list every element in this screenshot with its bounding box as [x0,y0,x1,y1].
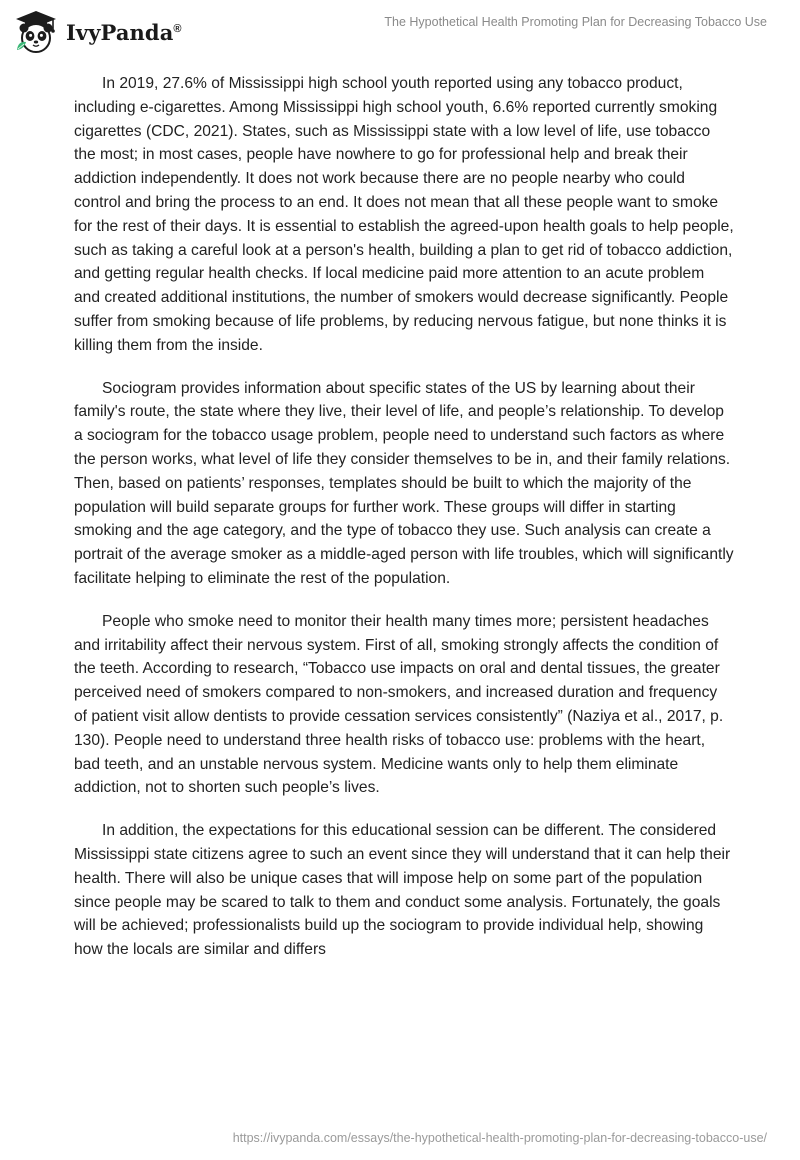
paragraph: People who smoke need to monitor their health many times more; persistent headaches and irritability affect their nervous system. First of all, smoking strongly affects the condition of the teeth. According to research, “Tobacco use impacts on oral and dental tissues, the greater perceived need of smokers compared to non-smokers, and increased duration and frequency of patient visit allow dentists to provide cessation services consistently” (Naziya et al., 2017, p. 130). People need to understand three health risks of tobacco use: problems with the heart, bad teeth, and an unstable nervous system. Medicine wants only to help them eliminate addiction, not to shorten such people’s lives. [74,612,724,797]
panda-graduate-icon [12,8,60,56]
source-url-link[interactable]: https://ivypanda.com/essays/the-hypothetical-health-promoting-plan-for-decreasing-tobacco-use/ [232,1131,767,1145]
paragraph: In 2019, 27.6% of Mississippi high school youth reported using any tobacco product, including e-cigarettes. Among Mississippi high school youth, 6.6% reported currently smoking cigarettes (CDC, 2021). States, such as Mississippi state with a low level of life, use tobacco the most; in most cases, people have nowhere to go for professional help and break their addiction independently. It does not work because there are no people nearby who could control and bring the process to an end. It does not mean that all these people want to smoke for the rest of their days. It is essential to establish the agreed-upon health goals to help people, such as taking a careful look at a person's health, building a plan to get rid of tobacco addiction, and getting regular health checks. If local medicine paid more attention to an acute problem and created additional institutions, the number of smokers would decrease significantly. People suffer from smoking because of life problems, by reducing nervous fatigue, but none thinks it is killing them from the inside. [74,75,734,354]
paragraph: Sociogram provides information about specific states of the US by learning about their family's route, the state where they live, their level of life, and people’s relationship. To develop a sociogram for the tobacco usage problem, people need to understand such factors as where the person works, what level of life they consider themselves to be in, and their family relations. Then, based on patients’ responses, templates should be built to which the majority of the population will build separate groups for further work. These groups will differ in starting smoking and the age category, and the type of tobacco they use. Such analysis can create a portrait of the average smoker as a middle-aged person with life troubles, which will significantly facilitate helping to eliminate the rest of the population. [74,379,734,587]
essay-body [74,72,734,981]
registered-mark: ® [173,22,182,35]
ivypanda-logo[interactable] [12,8,182,56]
document-title: The Hypothetical Health Promoting Plan for Decreasing Tobacco Use [384,15,767,29]
brand-name: IvyPanda® [66,19,182,45]
paragraph: In addition, the expectations for this educational session can be different. The considered Mississippi state citizens agree to such an event since they will understand that it can help their health. There will also be unique cases that will impose help on some part of the population since people may be scared to talk to them and conduct some analysis. Fortunately, the goals will be achieved; professionalists build up the sociogram to provide individual help, showing how the locals are similar and differs [74,822,731,959]
page-header [0,0,800,60]
